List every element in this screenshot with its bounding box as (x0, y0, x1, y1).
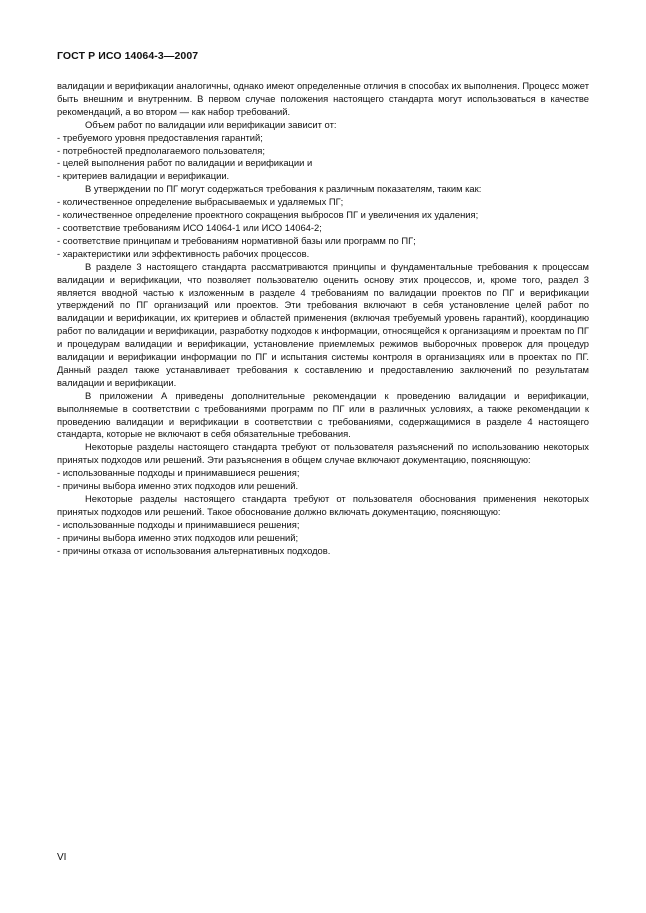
list-item: - использованные подходы и принимавшиеся решения; (57, 467, 300, 479)
list-item: - количественное определение выбрасываемых и удаляемых ПГ; (57, 196, 344, 208)
paragraph: Объем работ по валидации или верификации зависит от: (85, 118, 337, 130)
list-item: - требуемого уровня предоставления гарантий; (57, 131, 263, 143)
list-item: - соответствие требованиям ИСО 14064-1 или ИСО 14064-2; (57, 221, 322, 233)
paragraph: Некоторые разделы настоящего стандарта требуют от пользователя обоснования применения некоторых принятых подходов или решений. Такое обоснование должно включать документацию, поясняющую: (57, 493, 589, 517)
document-header: ГОСТ Р ИСО 14064-3—2007 (57, 50, 199, 62)
list-item: - характеристики или эффективность рабочих процессов. (57, 247, 310, 259)
page-number: VI (57, 852, 67, 863)
list-item: - причины выбора именно этих подходов или решений; (57, 531, 299, 543)
paragraph: В разделе 3 настоящего стандарта рассматриваются принципы и фундаментальные требования к процессам валидации и верификации, что позволяет пользователю оценить основу этих процессов, и, кроме того, раздел 3 является вводной частью к изложенным в разделе 4 требованиям по валидации проектов по ПГ и верификации утверждений по ПГ организаций или проектов. Эти требования включают в себя установление целей работ по валидации и верификации, их критериев и областей применения (включая требуемый уровень гарантий), координацию работ по валидации и верификации, разработку подходов к информации, относящейся к организациям и проектам по ПГ и процедурам валидации и верификации, установление приемлемых режимов выборочных проверок для процедур валидации и верификации информации по ПГ и испытания системы контроля в организациях или в проектах по ПГ. Данный раздел также устанавливает требования к составлению и предоставлению заключений по результатам валидации и верификации. (57, 260, 589, 388)
list-item: - критериев валидации и верификации. (57, 170, 230, 182)
list-item: - количественное определение проектного сокращения выбросов ПГ и увеличения их удаления; (57, 209, 479, 221)
paragraph: В утверждении по ПГ могут содержаться требования к различным показателям, таким как: (85, 183, 482, 195)
list-item: - причины выбора именно этих подходов или решений. (57, 480, 299, 492)
paragraph: В приложении А приведены дополнительные рекомендации к проведению валидации и верификации, выполняемые в соответствии с требованиями программ по ПГ или в различных условиях, а также рекомендации к проведению валидации и верификации в соответствии с требованиями, содержащимися в разделе 4 настоящего стандарта, которые не включают в себя обязательные требования. (57, 389, 589, 440)
paragraph: валидации и верификации аналогичны, однако имеют определенные отличия в способах их выполнения. Процесс может быть внешним и внутренним. В первом случае положения настоящего стандарта могут использоваться в качестве рекомендаций, а во втором — как набор требований. (57, 80, 589, 117)
list-item: - соответствие принципам и требованиям нормативной базы или программ по ПГ; (57, 234, 416, 246)
paragraph: Некоторые разделы настоящего стандарта требуют от пользователя разъяснений по использованию некоторых принятых подходов или решений. Эти разъяснения в общем случае включают документацию, поясняющую: (57, 441, 589, 466)
document-body (57, 80, 589, 558)
list-item: - потребностей предполагаемого пользователя; (57, 144, 265, 156)
list-item: - причины отказа от использования альтернативных подходов. (57, 544, 331, 556)
list-item: - целей выполнения работ по валидации и верификации и (57, 157, 313, 169)
list-item: - использованные подходы и принимавшиеся решения; (57, 518, 300, 530)
